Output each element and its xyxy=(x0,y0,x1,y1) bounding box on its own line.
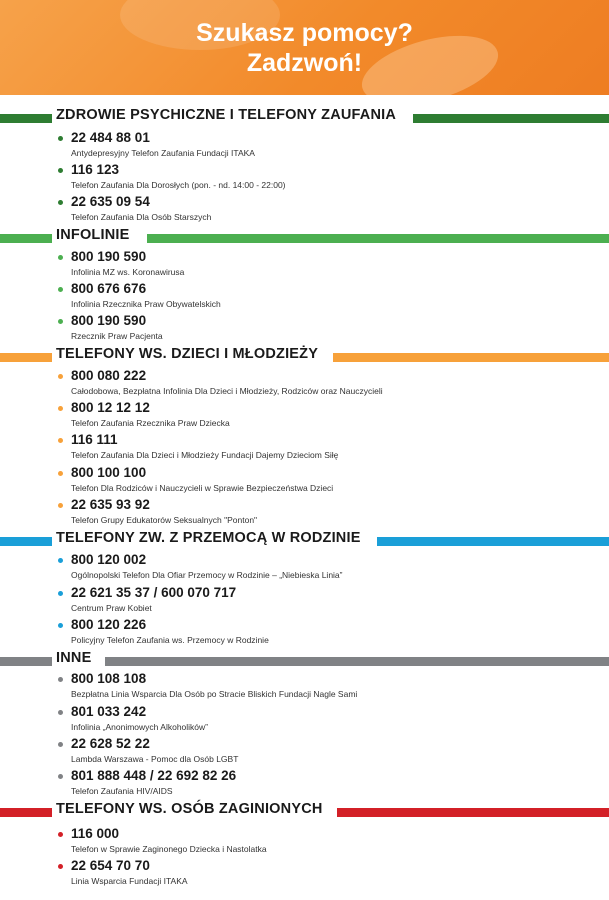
phone-number[interactable]: 800 080 222 xyxy=(71,368,147,383)
section-title: INNE xyxy=(56,650,92,666)
bullet-icon xyxy=(58,742,63,747)
phone-description: Infolinia MZ ws. Koronawirusa xyxy=(71,267,185,277)
section-bar-left xyxy=(0,353,52,362)
phone-number[interactable]: 800 108 108 xyxy=(71,671,147,686)
bullet-icon xyxy=(58,200,63,205)
bullet-icon xyxy=(58,558,63,563)
phone-number[interactable]: 800 120 002 xyxy=(71,552,147,567)
phone-description: Telefon Zaufania Dla Osób Starszych xyxy=(71,212,212,222)
section-title: TELEFONY ZW. Z PRZEMOCĄ W RODZINIE xyxy=(56,530,361,546)
section-title: ZDROWIE PSYCHICZNE I TELEFONY ZAUFANIA xyxy=(56,107,397,123)
phone-description: Centrum Praw Kobiet xyxy=(71,603,152,613)
phone-description: Telefon Zaufania HIV/AIDS xyxy=(71,786,173,796)
page-header xyxy=(0,0,609,95)
section-title: INFOLINIE xyxy=(56,227,130,243)
bullet-icon xyxy=(58,471,63,476)
phone-description: Infolinia Rzecznika Praw Obywatelskich xyxy=(71,299,221,309)
phone-description: Infolinia „Anonimowych Alkoholików” xyxy=(71,722,209,732)
section-title: TELEFONY WS. OSÓB ZAGINIONYCH xyxy=(56,801,323,817)
phone-description: Rzecznik Praw Pacjenta xyxy=(71,331,163,341)
phone-number[interactable]: 116 111 xyxy=(71,432,118,447)
bullet-icon xyxy=(58,136,63,141)
bullet-icon xyxy=(58,677,63,682)
section-header xyxy=(0,530,609,547)
phone-number[interactable]: 801 888 448 / 22 692 82 26 xyxy=(71,768,237,783)
phone-description: Telefon Dla Rodziców i Nauczycieli w Sprawie Bezpieczeństwa Dzieci xyxy=(71,483,334,493)
section-header xyxy=(0,107,609,124)
bullet-icon xyxy=(58,710,63,715)
section-header xyxy=(0,346,609,363)
phone-description: Telefon w Sprawie Zaginonego Dziecka i Nastolatka xyxy=(71,844,267,854)
phone-description: Bezpłatna Linia Wsparcia Dla Osób po Stracie Bliskich Fundacji Nagle Sami xyxy=(71,689,358,699)
bullet-icon xyxy=(58,438,63,443)
phone-number[interactable]: 22 628 52 22 xyxy=(71,736,150,751)
phone-description: Linia Wsparcia Fundacji ITAKA xyxy=(71,876,188,886)
section-bar-right xyxy=(337,808,609,817)
section-bar-right xyxy=(377,537,609,546)
bullet-icon xyxy=(58,255,63,260)
phone-description: Policyjny Telefon Zaufania ws. Przemocy w Rodzinie xyxy=(71,635,269,645)
phone-description: Lambda Warszawa - Pomoc dla Osób LGBT xyxy=(71,754,239,764)
section-bar-left xyxy=(0,234,52,243)
bullet-icon xyxy=(58,374,63,379)
phone-description: Telefon Zaufania Dla Dzieci i Młodzieży Fundacji Dajemy Dzieciom Siłę xyxy=(71,450,339,460)
section-bar-right xyxy=(333,353,609,362)
bullet-icon xyxy=(58,319,63,324)
title-line-1: Szukasz pomocy? xyxy=(196,19,413,47)
bullet-icon xyxy=(58,287,63,292)
phone-number[interactable]: 116 123 xyxy=(71,162,120,177)
phone-number[interactable]: 800 12 12 12 xyxy=(71,400,150,415)
phone-number[interactable]: 116 000 xyxy=(71,826,120,841)
phone-number[interactable]: 800 190 590 xyxy=(71,249,147,264)
phone-number[interactable]: 800 100 100 xyxy=(71,465,147,480)
phone-number[interactable]: 22 484 88 01 xyxy=(71,130,150,145)
section-bar-left xyxy=(0,657,52,666)
section-bar-left xyxy=(0,537,52,546)
section-bar-right xyxy=(105,657,609,666)
bullet-icon xyxy=(58,623,63,628)
phone-number[interactable]: 800 120 226 xyxy=(71,617,147,632)
phone-number[interactable]: 22 635 93 92 xyxy=(71,497,150,512)
phone-description: Telefon Zaufania Dla Dorosłych (pon. - nd. 14:00 - 22:00) xyxy=(71,180,286,190)
bullet-icon xyxy=(58,168,63,173)
phone-description: Telefon Grupy Edukatorów Seksualnych "Ponton" xyxy=(71,515,258,525)
section-bar-right xyxy=(147,234,609,243)
bullet-icon xyxy=(58,406,63,411)
phone-number[interactable]: 22 635 09 54 xyxy=(71,194,150,209)
section-bar-left xyxy=(0,808,52,817)
bullet-icon xyxy=(58,774,63,779)
phone-number[interactable]: 800 190 590 xyxy=(71,313,147,328)
section-title: TELEFONY WS. DZIECI I MŁODZIEŻY xyxy=(56,346,319,362)
section-bar-left xyxy=(0,114,52,123)
bullet-icon xyxy=(58,864,63,869)
phone-number[interactable]: 22 654 70 70 xyxy=(71,858,150,873)
section-bar-right xyxy=(413,114,609,123)
bullet-icon xyxy=(58,591,63,596)
bullet-icon xyxy=(58,832,63,837)
section-header xyxy=(0,650,609,667)
section-header xyxy=(0,227,609,244)
phone-number[interactable]: 22 621 35 37 / 600 070 717 xyxy=(71,585,237,600)
phone-number[interactable]: 800 676 676 xyxy=(71,281,147,296)
phone-description: Ogólnopolski Telefon Dla Ofiar Przemocy w Rodzinie – „Niebieska Linia” xyxy=(71,570,343,580)
page-title xyxy=(0,18,609,78)
phone-description: Telefon Zaufania Rzecznika Praw Dziecka xyxy=(71,418,230,428)
bullet-icon xyxy=(58,503,63,508)
title-line-2: Zadzwoń! xyxy=(246,49,363,77)
section-header xyxy=(0,801,609,818)
phone-description: Całodobowa, Bezpłatna Infolinia Dla Dzieci i Młodzieży, Rodziców oraz Nauczycieli xyxy=(71,386,383,396)
phone-number[interactable]: 801 033 242 xyxy=(71,704,147,719)
phone-description: Antydepresyjny Telefon Zaufania Fundacji ITAKA xyxy=(71,148,255,158)
